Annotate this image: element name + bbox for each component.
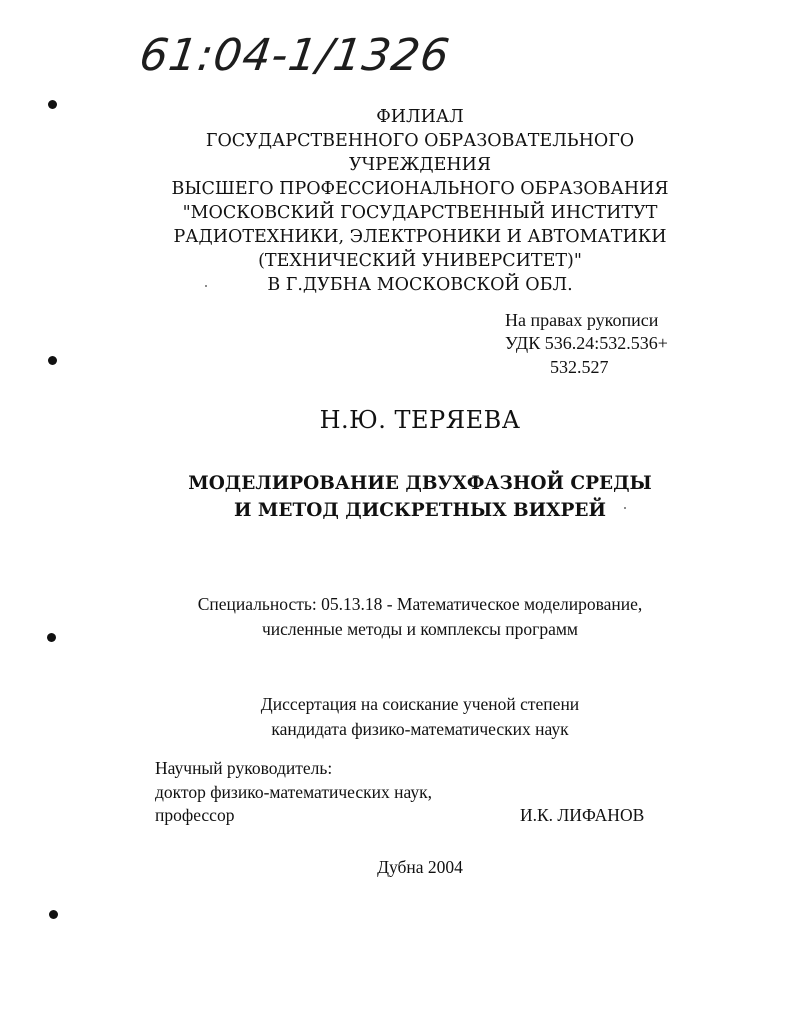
udk-code-continuation: 532.527: [550, 357, 609, 377]
degree-statement: [170, 692, 670, 742]
binding-hole-mark: [47, 633, 56, 642]
binding-hole-mark: [49, 910, 58, 919]
institution-header: [150, 105, 690, 297]
title-line: И МЕТОД ДИСКРЕТНЫХ ВИХРЕЙ: [234, 500, 606, 521]
supervisor-label: Научный руководитель:: [155, 758, 333, 778]
binding-hole-mark: [48, 356, 57, 365]
degree-line: кандидата физико-математических наук: [271, 719, 569, 739]
place-and-year: Дубна 2004: [377, 857, 463, 877]
binding-hole-mark: [48, 100, 57, 109]
dissertation-title: [150, 470, 690, 524]
title-line: МОДЕЛИРОВАНИЕ ДВУХФАЗНОЙ СРЕДЫ: [188, 473, 652, 494]
specialty: [150, 592, 690, 642]
supervisor-title: профессор: [155, 805, 235, 825]
rights-notice: На правах рукописи: [505, 310, 659, 330]
institution-line: В Г.ДУБНА МОСКОВСКОЙ ОБЛ.: [267, 275, 573, 295]
institution-line: ФИЛИАЛ: [376, 107, 464, 127]
institution-line: ГОСУДАРСТВЕННОГО ОБРАЗОВАТЕЛЬНОГО: [205, 131, 635, 151]
degree-line: Диссертация на соискание ученой степени: [260, 694, 580, 714]
author-name: Н.Ю. ТЕРЯЕВА: [319, 406, 521, 434]
institution-line: ВЫСШЕГО ПРОФЕССИОНАЛЬНОГО ОБРАЗОВАНИЯ: [171, 179, 669, 199]
handwritten-archive-code: 61:04-1/1326: [136, 30, 454, 81]
supervisor-degree: доктор физико-математических наук,: [155, 782, 432, 802]
institution-line: (ТЕХНИЧЕСКИЙ УНИВЕРСИТЕТ)": [258, 251, 582, 271]
specialty-line: Специальность: 05.13.18 - Математическое моделирование,: [197, 594, 643, 614]
institution-line: РАДИОТЕХНИКИ, ЭЛЕКТРОНИКИ И АВТОМАТИКИ: [173, 227, 667, 247]
institution-line: УЧРЕЖДЕНИЯ: [348, 155, 492, 175]
institution-line: "МОСКОВСКИЙ ГОСУДАРСТВЕННЫЙ ИНСТИТУТ: [182, 203, 658, 223]
specialty-line: численные методы и комплексы программ: [262, 619, 578, 639]
supervisor-name: И.К. ЛИФАНОВ: [520, 805, 645, 825]
udk-code: УДК 536.24:532.536+: [505, 333, 668, 353]
